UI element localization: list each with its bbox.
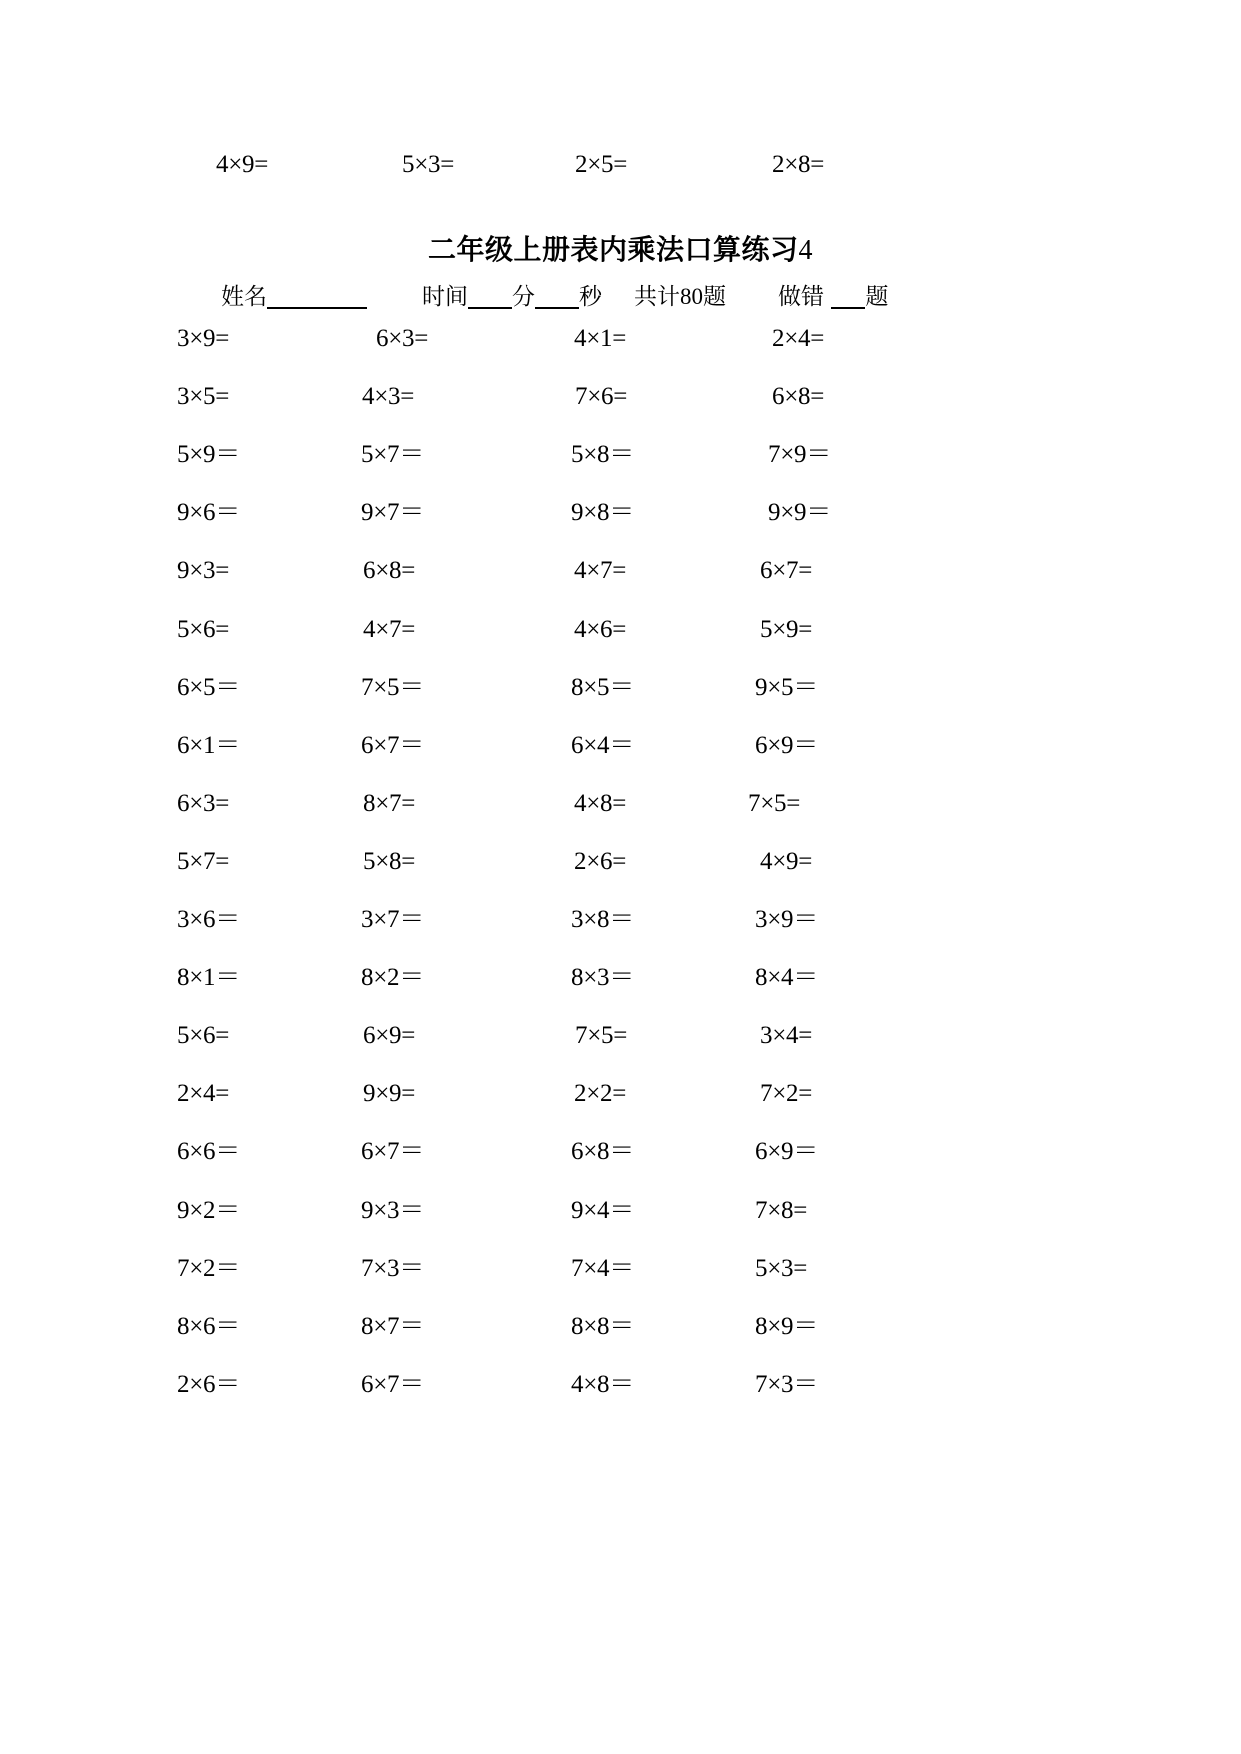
problem: 7×5= — [575, 1022, 627, 1049]
problem: 4×9= — [216, 151, 268, 178]
problem: 7×9＝ — [768, 441, 831, 468]
problem: 9×8＝ — [571, 499, 634, 526]
minutes-label: 分 — [512, 284, 535, 310]
wrong-field — [778, 282, 888, 312]
problem: 8×9＝ — [755, 1313, 818, 1340]
problem: 3×7＝ — [361, 906, 424, 933]
problem: 6×3= — [376, 325, 428, 352]
problem: 5×9= — [760, 616, 812, 643]
problem: 4×8＝ — [571, 1371, 634, 1398]
name-field — [221, 282, 367, 312]
problem: 8×6＝ — [177, 1313, 240, 1340]
total-label-prefix: 共计 — [634, 284, 680, 310]
problem: 9×6＝ — [177, 499, 240, 526]
problem: 7×5= — [748, 790, 800, 817]
problem: 4×3= — [362, 383, 414, 410]
problem: 6×7＝ — [361, 1138, 424, 1165]
problem: 7×8= — [755, 1197, 807, 1224]
worksheet-title — [0, 228, 1241, 268]
problem: 6×8= — [363, 557, 415, 584]
problem: 8×4＝ — [755, 964, 818, 991]
problem: 4×1= — [574, 325, 626, 352]
time-field — [422, 282, 602, 312]
title-number: 4 — [798, 235, 813, 266]
problem: 8×7＝ — [361, 1313, 424, 1340]
problem: 5×7= — [177, 848, 229, 875]
problem: 4×7= — [574, 557, 626, 584]
problem: 3×9＝ — [755, 906, 818, 933]
problem: 2×4= — [772, 325, 824, 352]
problem: 3×6＝ — [177, 906, 240, 933]
problem: 5×8= — [363, 848, 415, 875]
problem: 2×8= — [772, 151, 824, 178]
problem: 7×5＝ — [361, 674, 424, 701]
problem: 3×4= — [760, 1022, 812, 1049]
problem: 5×3= — [402, 151, 454, 178]
total-label-suffix: 题 — [703, 284, 726, 310]
problem: 6×9＝ — [755, 1138, 818, 1165]
problem: 6×3= — [177, 790, 229, 817]
problem: 8×5＝ — [571, 674, 634, 701]
problem: 9×9＝ — [768, 499, 831, 526]
name-label: 姓名 — [221, 284, 267, 310]
problem: 6×7＝ — [361, 732, 424, 759]
problem: 3×9= — [177, 325, 229, 352]
problem: 9×9= — [363, 1080, 415, 1107]
problem: 9×3＝ — [361, 1197, 424, 1224]
problem: 2×6= — [574, 848, 626, 875]
problem: 2×6＝ — [177, 1371, 240, 1398]
problem: 8×7= — [363, 790, 415, 817]
problem: 9×2＝ — [177, 1197, 240, 1224]
problem: 6×8= — [772, 383, 824, 410]
problem: 9×5＝ — [755, 674, 818, 701]
problem: 8×1＝ — [177, 964, 240, 991]
wrong-suffix: 题 — [865, 284, 889, 310]
wrong-blank[interactable] — [831, 283, 865, 309]
problem: 6×9＝ — [755, 732, 818, 759]
problem: 6×7= — [760, 557, 812, 584]
problem: 8×3＝ — [571, 964, 634, 991]
problem: 6×6＝ — [177, 1138, 240, 1165]
problem: 9×3= — [177, 557, 229, 584]
problem: 4×9= — [760, 848, 812, 875]
problem: 4×8= — [574, 790, 626, 817]
problem: 7×3＝ — [361, 1255, 424, 1282]
problem: 6×8＝ — [571, 1138, 634, 1165]
problem: 2×2= — [574, 1080, 626, 1107]
problem: 4×6= — [574, 616, 626, 643]
problem: 9×7＝ — [361, 499, 424, 526]
problem: 7×6= — [575, 383, 627, 410]
total-count-value: 80 — [680, 284, 703, 309]
problem: 5×6= — [177, 1022, 229, 1049]
minutes-blank[interactable] — [468, 283, 512, 309]
problem: 2×5= — [575, 151, 627, 178]
problem: 2×4= — [177, 1080, 229, 1107]
problem: 7×2= — [760, 1080, 812, 1107]
problem: 7×3＝ — [755, 1371, 818, 1398]
problem: 5×3= — [755, 1255, 807, 1282]
wrong-label: 做错 — [778, 284, 824, 310]
problem: 3×5= — [177, 383, 229, 410]
problem: 6×1＝ — [177, 732, 240, 759]
problem: 5×7＝ — [361, 441, 424, 468]
total-count — [634, 282, 726, 312]
problem: 6×9= — [363, 1022, 415, 1049]
problem: 5×9＝ — [177, 441, 240, 468]
seconds-blank[interactable] — [535, 283, 579, 309]
problem: 5×6= — [177, 616, 229, 643]
problem: 8×8＝ — [571, 1313, 634, 1340]
problem: 7×2＝ — [177, 1255, 240, 1282]
problem: 7×4＝ — [571, 1255, 634, 1282]
name-blank[interactable] — [267, 283, 367, 309]
seconds-label: 秒 — [579, 284, 602, 310]
problem: 6×5＝ — [177, 674, 240, 701]
problem: 6×4＝ — [571, 732, 634, 759]
problem: 5×8＝ — [571, 441, 634, 468]
title-text: 二年级上册表内乘法口算练习 — [427, 233, 799, 266]
problem: 8×2＝ — [361, 964, 424, 991]
problem: 3×8＝ — [571, 906, 634, 933]
problem: 4×7= — [363, 616, 415, 643]
problem: 9×4＝ — [571, 1197, 634, 1224]
problem: 6×7＝ — [361, 1371, 424, 1398]
time-label: 时间 — [422, 284, 468, 310]
